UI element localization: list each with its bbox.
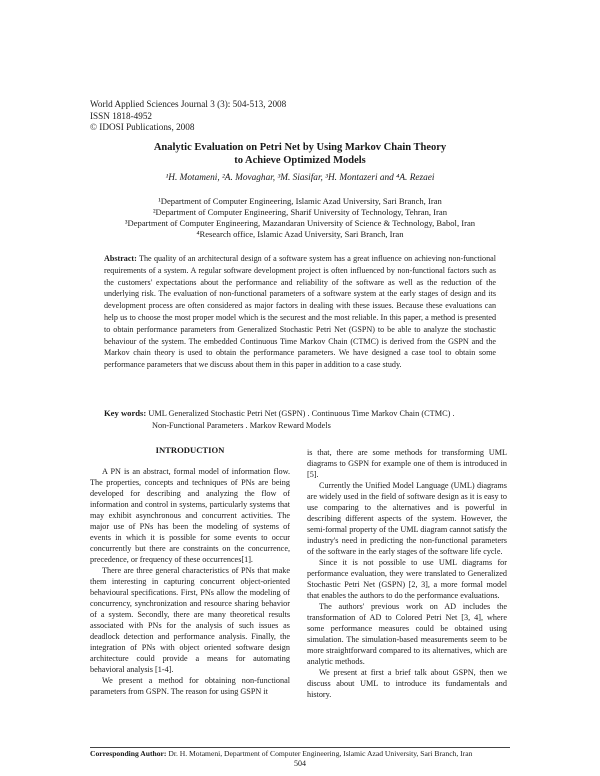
paragraph: There are three general characteristics of PNs that make them interesting in capturing concurrent object-oriented behavioural specifications. First, PNs allow the modeling of concurrency, synchronization and resource sharing behavior of a system. Secondly, there are many theoretical results associated with PNs for the analysis of such issues as deadlock detection and performance analysis. Finally, the integration of PNs with object oriented software design architecture could provide a means for automating behavioral analysis [1-4]. [90, 566, 290, 674]
footnote-label: Corresponding Author: [90, 749, 167, 758]
keywords-line-1: UML Generalized Stochastic Petri Net (GSPN) . Continuous Time Markov Chain (CTMC) . [148, 409, 455, 418]
keywords-label: Key words: [104, 408, 147, 418]
journal-copyright: © IDOSI Publications, 2008 [90, 122, 195, 132]
corresponding-author-footnote [90, 749, 510, 759]
affiliation: ⁴Research office, Islamic Azad University, Sari Branch, Iran [196, 229, 404, 239]
paper-title [90, 141, 510, 167]
paragraph: Since it is not possible to use UML diagrams for performance evaluation, they were translated to Generalized Stochastic Petri Net (GSPN) [2, 3], a more formal model that enables the authors to do the performance evaluations. [307, 558, 507, 600]
affiliation: ³Department of Computer Engineering, Mazandaran University of Science & Technology, Babol, Iran [124, 218, 476, 228]
author-list: ¹H. Motameni, ²A. Movaghar, ³M. Siasifar, ³H. Montazeri and ⁴A. Rezaei [165, 173, 435, 183]
paragraph: We present at first a brief talk about GSPN, then we discuss about UML to introduce its fundamentals and history. [307, 668, 507, 699]
paragraph: A PN is an abstract, formal model of information flow. The properties, concepts and techniques of PNs are being developed for describing and analyzing the flow of information and control in systems, particularly systems that may exhibit asynchronous and concurrent activities. The major use of PNs has been the modeling of systems of events in which it is possible for some events to occur concurrently but there are constraints on the concurrence, precedence, or frequency of these occurrences[1]. [90, 467, 290, 564]
footnote-divider [90, 747, 510, 748]
section-heading-introduction: INTRODUCTION [155, 445, 225, 455]
abstract [104, 253, 496, 371]
abstract-label: Abstract: [104, 254, 137, 263]
keywords-line-2: Non-Functional Parameters . Markov Reward Models [152, 421, 331, 430]
paragraph: The authors' previous work on AD includes the transformation of AD to Colored Petri Net [3, 4], where some performance measures could be obtained using simulation. The simulation-based measurements seem to be more straightforward compared to its alternatives, which are analytic methods. [307, 602, 507, 666]
paragraph: is that, there are some methods for transforming UML diagrams to GSPN for example one of them is introduced in [5]. [307, 448, 507, 479]
keywords [104, 407, 496, 432]
journal-issn: ISSN 1818-4952 [90, 110, 153, 121]
title-line-2: to Achieve Optimized Models [234, 155, 366, 166]
page-number: 504 [294, 759, 306, 768]
paragraph: We present a method for obtaining non-functional parameters from GSPN. The reason for using GSPN it [90, 676, 290, 696]
affiliation: ²Department of Computer Engineering, Sharif University of Technology, Tehran, Iran [152, 207, 448, 217]
affiliation: ¹Department of Computer Engineering, Islamic Azad University, Sari Branch, Iran [158, 196, 442, 206]
abstract-text: The quality of an architectural design of a software system has a great influence on achieving non-functional requirements of a system. A regular software development project is often influenced by non-functional factors such as the customers' expectations about the performance and reliability of the software as well as the reduction of the underlying risk. The evaluation of non-functional parameters of a software system at the early stages of design and its development process are often considered as major factors in dealing with these issues. Because these evaluations can help us to choose the most proper model which is the securest and the most reliable. In this paper, a method is presented to obtain performance parameters from Generalized Stochastic Petri Net (GSPN) to be able to analyze the stochastic behaviour of the system. The embedded Continuous Time Markov Chain (CTMC) is derived from the GSPN and the Markov chain theory is used to obtain the performance parameters. We have designed a case tool to obtain some performance parameters that we discuss about them in this paper in addition to a case study. [104, 254, 496, 370]
paragraph: Currently the Unified Model Language (UML) diagrams are widely used in the field of software design as it is easy to use comparing to the alternatives and is powerful in describing different aspects of the system. However, the semi-formal property of the UML diagram cannot satisfy the industry's need in predicting the non-functional parameters of the software in the early stages of the software life cycle. [307, 481, 507, 556]
title-line-1: Analytic Evaluation on Petri Net by Using Markov Chain Theory [153, 142, 447, 153]
body-column-right [307, 447, 507, 700]
affiliations [90, 196, 510, 240]
journal-citation: World Applied Sciences Journal 3 (3): 504-513, 2008 [90, 99, 287, 109]
footnote-text: Dr. H. Motameni, Department of Computer Engineering, Islamic Azad University, Sari Branch, Iran [168, 749, 473, 758]
body-column-left [90, 445, 290, 697]
journal-header [90, 99, 286, 134]
